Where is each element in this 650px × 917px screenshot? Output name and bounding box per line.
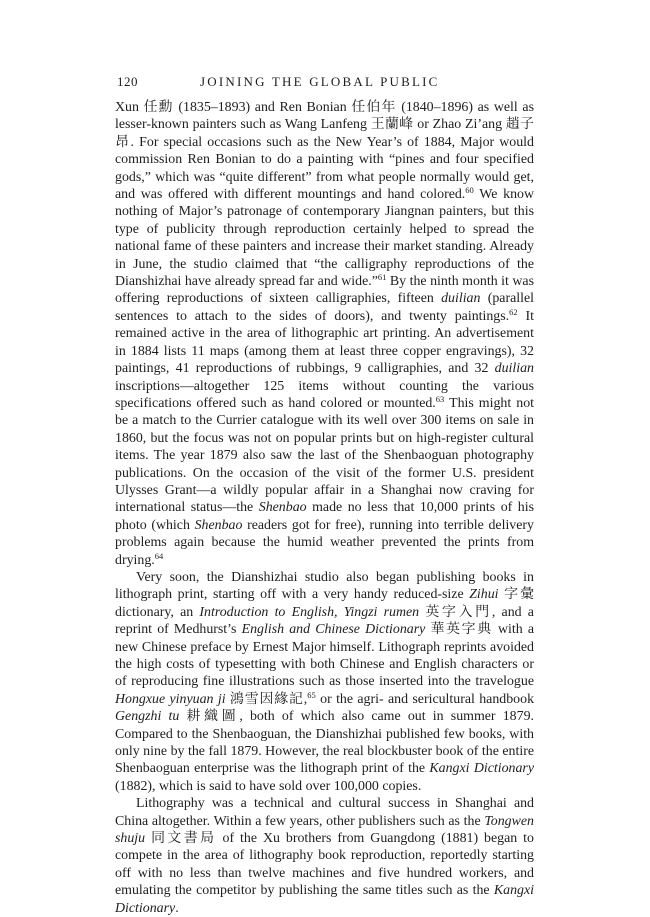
- text-run: made no less that 10,000 prints of his photo (which: [115, 500, 534, 533]
- text-run: Xun 任勳 (1835–1893) and Ren Bonian 任伯年 (1840–1896) as well as lesser-known painters such as Wang Lanfeng 王蘭峰 or Zhao Zi’ang 趙子昂. For special occasions such as the New Year’s of 1884, Major would commission Ren Bonian to do a painting with “pines and four specified gods,” which was “quite different” from what people normally would get, and was offered with different mountings and hand colored.: [115, 100, 534, 203]
- italic-text: Tongwen shuju: [115, 813, 534, 847]
- paragraph: [115, 569, 534, 795]
- paragraph: [115, 99, 534, 569]
- text-run: readers got for free), running into terrible delivery problems again because the humid weather prevented the prints from drying.: [115, 517, 534, 568]
- text-run: or the agri- and sericultural handbook: [315, 691, 535, 707]
- text-run: 華英字典 with a new Chinese preface by Ernest Major himself. Lithograph reprints avoided the high costs of typesetting with both Chinese and English characters or of reproducing fine illustrations such as those inserted into the travelogue: [115, 622, 535, 690]
- italic-text: English and Chinese Dictionary: [241, 622, 426, 638]
- text-run: .: [175, 900, 179, 916]
- footnote-ref: 61: [377, 272, 387, 283]
- italic-text: Hongxue yinyuan ji: [115, 691, 226, 707]
- text-run: (1882), which is said to have sold over 100,000 copies.: [115, 778, 422, 794]
- footnote-ref: 65: [307, 689, 316, 700]
- text-run: Very soon, the Dianshizhai studio also began publishing books in lithograph print, starting off with a very handy reduced-size: [115, 569, 534, 603]
- text-run: 鴻雪因緣記,: [225, 691, 308, 707]
- footnote-ref: 63: [435, 393, 445, 404]
- page-number: 120: [117, 74, 138, 89]
- italic-text: Introduction to English, Yingzi rumen: [199, 604, 420, 620]
- text-run: 同文書局 of the Xu brothers from Guangdong (1881) began to compete in the area of lithography book reproduction, reportedly starting off with no less than twelve machines and five hundred workers, and emulating the competitor by publishing the same titles such as the: [115, 831, 534, 899]
- text-run: Lithography was a technical and cultural success in Shanghai and China altogether. Within a few years, other publishers such as the: [115, 796, 534, 829]
- italic-text: Kangxi Dictionary: [115, 883, 534, 916]
- italic-text: Gengzhi tu: [115, 709, 180, 725]
- running-head: [117, 74, 533, 92]
- italic-text: duilian: [494, 361, 534, 377]
- text-run: (parallel sentences to attach to the sides of doors), and twenty paintings.: [115, 291, 534, 324]
- text-run: 字彙 dictionary, an: [115, 587, 534, 620]
- paragraph: [115, 795, 534, 917]
- text-run: inscriptions—altogether 125 items without counting the various specifications offered such as hand colored or mounted.: [115, 378, 534, 411]
- text-run: We know nothing of Major’s patronage of contemporary Jiangnan painters, but this type of publicity through reproduction certainly helped to spread the national fame of these painters and increase their market standing. Already in June, the studio claimed that “the calligraphy reproductions of the Dianshizhai have already spread far and wide.”: [115, 187, 534, 290]
- italic-text: Shenbao: [258, 500, 307, 516]
- footnote-ref: 62: [509, 306, 518, 317]
- text-run: 英字入門, and a reprint of Medhurst’s: [115, 604, 534, 638]
- italic-text: duilian: [441, 291, 481, 307]
- footnote-ref: 60: [465, 185, 474, 196]
- running-title: JOINING THE GLOBAL PUBLIC: [200, 74, 440, 89]
- text-run: It remained active in the area of lithographic art printing. An advertisement in 1884 lists 11 maps (among them at least three copper engravings), 32 paintings, 41 reproductions of rubbings, 9 calligraphies, and 32: [115, 308, 534, 377]
- body-text: [115, 99, 534, 917]
- italic-text: Shenbao: [194, 517, 243, 533]
- text-run: This might not be a match to the Currier catalogue with its well over 300 items on sale in 1860, but the focus was not on popular prints but on high-register cultural items. The year 1879 also saw the last of the Shenbaoguan photography publications. On the occasion of the visit of the former U.S. president Ulysses Grant—a wildly popular affair in a Shanghai now craving for international status—the: [115, 395, 535, 516]
- italic-text: Kangxi Dictionary: [429, 761, 535, 777]
- italic-text: Zihui: [469, 587, 499, 603]
- text-run: 耕織圖, both of which also came out in summer 1879. Compared to the Shenbaoguan, the Dianshizhai published few books, with only nine by the fall 1879. However, the real blockbuster book of the entire Shenbaoguan enterprise was the lithograph print of the: [115, 709, 534, 777]
- text-run: By the ninth month it was offering reproductions of sixteen calligraphies, fifteen: [115, 274, 534, 307]
- footnote-ref: 64: [154, 550, 164, 561]
